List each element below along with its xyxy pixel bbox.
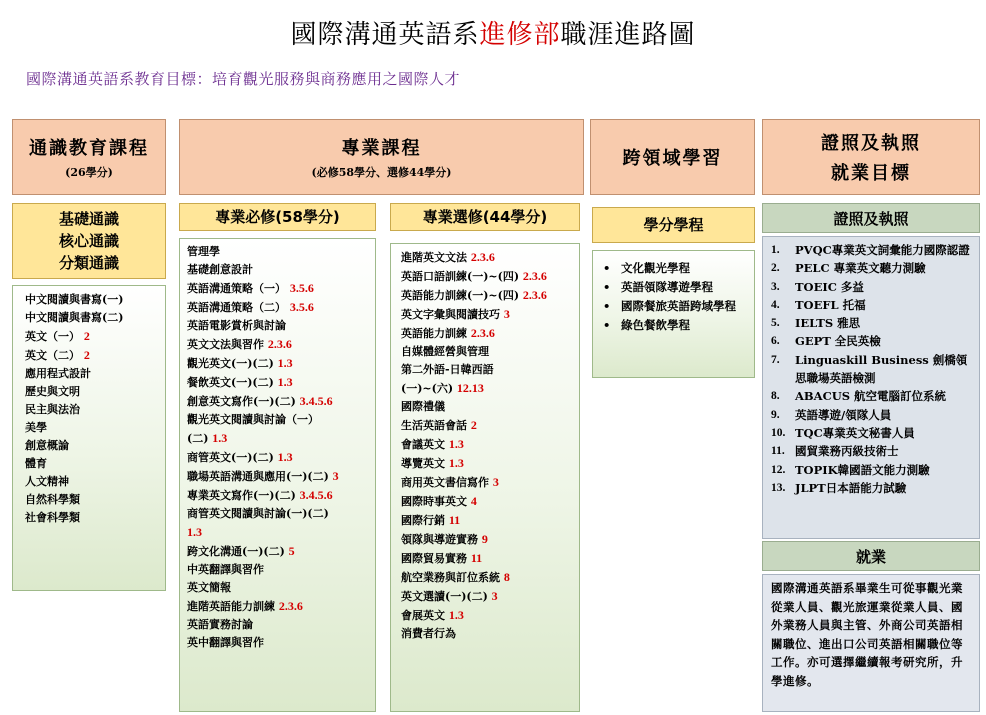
course-name: 管理學 xyxy=(187,245,220,258)
course-name: 中英翻譯與習作 xyxy=(187,563,264,576)
course-semester: 1.3 xyxy=(277,356,293,370)
required-course-22 xyxy=(187,634,375,652)
credit-program-item xyxy=(603,259,750,278)
course-semester: 2.3.6 xyxy=(470,326,495,340)
general-education-categories xyxy=(12,203,166,279)
course-name: 英文（二） xyxy=(25,349,80,362)
certificate-label: 國貿業務丙級技術士 xyxy=(795,444,899,459)
certificate-list xyxy=(762,236,980,539)
certificate-item xyxy=(771,424,973,442)
required-course-4 xyxy=(187,298,375,317)
certificate-item xyxy=(771,479,973,497)
course-name: 跨文化溝通(一)(二) xyxy=(187,545,285,558)
course-semester: 3.4.5.6 xyxy=(299,394,333,408)
required-course-16 xyxy=(187,523,375,542)
general-education-header xyxy=(12,119,166,195)
course-name: 航空業務與訂位系統 xyxy=(401,571,500,584)
certificate-item xyxy=(771,241,973,259)
certificate-label: TQC專業英文秘書人員 xyxy=(795,425,915,440)
course-name: 商管英文閱讀與討論(一)(二) xyxy=(187,507,329,520)
bullet-icon: • xyxy=(603,318,611,332)
required-course-2 xyxy=(187,261,375,279)
elective-course-9 xyxy=(401,398,579,416)
course-semester: 1.3 xyxy=(448,608,464,622)
general-course-12 xyxy=(25,491,165,509)
general-course-4 xyxy=(25,346,165,365)
general-course-10 xyxy=(25,455,165,473)
elective-course-17 xyxy=(401,549,579,568)
course-semester: 2.3.6 xyxy=(522,269,547,283)
cert-career-title-line2: 就業目標 xyxy=(831,163,911,184)
course-name: 英語溝通策略（一） xyxy=(187,282,286,295)
required-course-12 xyxy=(187,448,375,467)
title-suffix: 職涯進路圖 xyxy=(560,20,696,50)
category-basic: 基礎通識 xyxy=(58,210,119,228)
certificate-item xyxy=(771,442,973,460)
course-name: 會展英文 xyxy=(401,609,445,622)
certificate-number: 11. xyxy=(771,445,785,458)
required-course-21 xyxy=(187,616,375,634)
cross-domain-header xyxy=(590,119,755,195)
general-course-13 xyxy=(25,509,165,527)
certificate-item xyxy=(771,259,973,277)
course-name: 社會科學類 xyxy=(25,511,80,524)
general-education-credits: (26學分) xyxy=(65,166,113,179)
certificate-label: TOPIK韓國語文能力測驗 xyxy=(795,462,930,477)
certificate-item xyxy=(771,314,973,332)
certificate-label: GEPT 全民英檢 xyxy=(795,334,881,349)
certificate-number: 5. xyxy=(771,317,780,330)
course-name: 第二外語-日韓西語 xyxy=(401,363,494,376)
general-course-1 xyxy=(25,291,165,309)
elective-course-10 xyxy=(401,416,579,435)
course-name: 職場英語溝通與應用(一)(二) xyxy=(187,470,329,483)
required-course-19 xyxy=(187,579,375,597)
certificate-number: 13. xyxy=(771,481,786,494)
course-semester: 11 xyxy=(470,551,483,565)
elective-course-18 xyxy=(401,568,579,587)
course-semester: 3.4.5.6 xyxy=(299,488,333,502)
certificate-item xyxy=(771,406,973,424)
course-name: 進階英文文法 xyxy=(401,251,467,264)
certificate-item xyxy=(771,296,973,314)
cert-career-title-line1: 證照及執照 xyxy=(821,133,921,154)
credit-program-label: 綠色餐飲學程 xyxy=(621,318,690,332)
elective-course-11 xyxy=(401,435,579,454)
required-course-5 xyxy=(187,317,375,335)
elective-course-7 xyxy=(401,361,579,379)
course-semester: 12.13 xyxy=(456,381,484,395)
course-name: 基礎創意設計 xyxy=(187,263,253,276)
major-courses-title: 專業課程 xyxy=(341,138,422,159)
page-title xyxy=(0,14,986,51)
course-name: 英語溝通策略（二） xyxy=(187,301,286,314)
elective-course-3 xyxy=(401,286,579,305)
course-semester: 1.3 xyxy=(448,456,464,470)
elective-course-4 xyxy=(401,305,579,324)
cert-career-header xyxy=(762,119,980,195)
course-semester: 1.3 xyxy=(212,431,228,445)
required-course-13 xyxy=(187,467,375,486)
course-name: 英語能力訓練(一)~(四) xyxy=(401,289,520,302)
credit-program-list xyxy=(592,250,755,378)
career-header: 就業 xyxy=(762,541,980,571)
required-course-9 xyxy=(187,392,375,411)
course-name: 英文簡報 xyxy=(187,581,231,594)
course-semester: 8 xyxy=(503,570,510,584)
career-description: 國際溝通英語系畢業生可從事觀光業從業人員、觀光旅運業從業人員、國外業務人員與主管、外商公司英語相關職位、進出口公司英語相關職位等工作。亦可選擇繼續報考研究所，升學進修。 xyxy=(771,581,963,688)
course-semester: 4 xyxy=(470,494,477,508)
bullet-icon: • xyxy=(603,299,611,313)
certificate-number: 2. xyxy=(771,262,780,275)
category-classified: 分類通識 xyxy=(58,254,119,272)
certificate-number: 7. xyxy=(771,353,780,366)
course-name: 進階英語能力訓練 xyxy=(187,600,275,613)
major-courses-credits: (必修58學分、選修44學分) xyxy=(311,166,452,179)
career-description-box xyxy=(762,574,980,712)
course-name: 自然科學類 xyxy=(25,493,80,506)
credit-program-item xyxy=(603,278,750,297)
certificate-number: 6. xyxy=(771,335,780,348)
course-name: 英語能力訓練 xyxy=(401,327,467,340)
course-name: 民主與法治 xyxy=(25,403,80,416)
general-course-9 xyxy=(25,437,165,455)
required-header: 專業必修(58學分) xyxy=(179,203,376,231)
course-semester: 1.3 xyxy=(277,450,293,464)
course-semester: 2.3.6 xyxy=(522,288,547,302)
course-semester: 3 xyxy=(492,475,499,489)
course-name: 創意概論 xyxy=(25,439,69,452)
bullet-icon: • xyxy=(603,280,611,294)
required-course-list xyxy=(179,238,376,712)
credit-program-header: 學分學程 xyxy=(592,207,755,243)
elective-course-12 xyxy=(401,454,579,473)
certificate-label: ABACUS 航空電腦訂位系統 xyxy=(795,389,947,404)
certificate-number: 12. xyxy=(771,463,786,476)
elective-course-1 xyxy=(401,248,579,267)
certificate-number: 1. xyxy=(771,244,780,256)
course-name: 國際行銷 xyxy=(401,514,445,527)
certificate-number: 3. xyxy=(771,280,780,293)
course-name: (二) xyxy=(187,432,209,445)
elective-course-19 xyxy=(401,587,579,606)
certificate-number: 10. xyxy=(771,426,786,439)
course-semester: 3 xyxy=(491,589,498,603)
course-semester: 3.5.6 xyxy=(289,281,314,295)
required-course-7 xyxy=(187,354,375,373)
course-name: 英中翻譯與習作 xyxy=(187,636,264,649)
required-course-10 xyxy=(187,411,375,429)
general-course-2 xyxy=(25,309,165,327)
course-name: 生活英語會話 xyxy=(401,419,467,432)
elective-course-16 xyxy=(401,530,579,549)
course-semester: 2 xyxy=(470,418,477,432)
elective-course-2 xyxy=(401,267,579,286)
certificate-label: TOEFL 托福 xyxy=(795,297,866,312)
course-name: 英文字彙與閱讀技巧 xyxy=(401,308,500,321)
course-name: 人文精神 xyxy=(25,475,69,488)
course-name: 英文文法與習作 xyxy=(187,338,264,351)
course-semester: 9 xyxy=(481,532,488,546)
elective-course-8 xyxy=(401,379,579,398)
elective-course-15 xyxy=(401,511,579,530)
title-highlight: 進修部 xyxy=(479,20,561,50)
certificate-label: TOEIC 多益 xyxy=(795,279,864,294)
elective-course-20 xyxy=(401,606,579,625)
course-name: 英語實務討論 xyxy=(187,618,253,631)
certificate-number: 8. xyxy=(771,390,780,403)
course-semester: 3.5.6 xyxy=(289,300,314,314)
certificate-label: JLPT日本語能力試驗 xyxy=(795,480,907,495)
course-name: 英語電影賞析與討論 xyxy=(187,319,286,332)
elective-course-6 xyxy=(401,343,579,361)
required-course-17 xyxy=(187,542,375,561)
course-name: 觀光英文(一)(二) xyxy=(187,357,274,370)
course-semester: 2.3.6 xyxy=(278,599,303,613)
course-name: 中文閱讀與書寫(二) xyxy=(25,311,124,324)
course-name: 會議英文 xyxy=(401,438,445,451)
certificate-number: 9. xyxy=(771,408,780,421)
course-name: 英文（一） xyxy=(25,330,80,343)
general-course-list xyxy=(12,285,166,591)
required-course-8 xyxy=(187,373,375,392)
credit-program-item xyxy=(603,316,750,335)
course-name: 體育 xyxy=(25,457,47,470)
major-courses-header xyxy=(179,119,584,195)
course-semester: 3 xyxy=(332,469,339,483)
credit-program-item xyxy=(603,297,750,316)
course-name: 國際貿易實務 xyxy=(401,552,467,565)
certificate-item xyxy=(771,332,973,350)
elective-course-13 xyxy=(401,473,579,492)
course-name: 國際時事英文 xyxy=(401,495,467,508)
required-course-18 xyxy=(187,561,375,579)
certificate-label: Linguaskill Business 劍橋領思職場英語檢測 xyxy=(795,352,968,386)
general-education-title: 通識教育課程 xyxy=(29,138,149,159)
course-name: 創意英文寫作(一)(二) xyxy=(187,395,296,408)
course-semester: 2.3.6 xyxy=(470,250,495,264)
course-semester: 5 xyxy=(288,544,295,558)
general-course-6 xyxy=(25,383,165,401)
course-name: 英語口語訓練(一)~(四) xyxy=(401,270,520,283)
course-semester: 1.3 xyxy=(277,375,293,389)
course-name: 國際禮儀 xyxy=(401,400,445,413)
course-name: 應用程式設計 xyxy=(25,367,91,380)
course-name: 自媒體經營與管理 xyxy=(401,345,489,358)
title-prefix: 國際溝通英語系 xyxy=(290,20,480,50)
general-course-11 xyxy=(25,473,165,491)
required-course-1 xyxy=(187,243,375,261)
required-course-20 xyxy=(187,597,375,616)
required-course-15 xyxy=(187,505,375,523)
elective-header: 專業選修(44學分) xyxy=(390,203,580,231)
course-semester: 2.3.6 xyxy=(267,337,292,351)
credit-program-label: 文化觀光學程 xyxy=(621,261,690,275)
certificate-item xyxy=(771,461,973,479)
course-name: 商用英文書信寫作 xyxy=(401,476,489,489)
course-name: 導覽英文 xyxy=(401,457,445,470)
certificate-header: 證照及執照 xyxy=(762,203,980,233)
required-course-6 xyxy=(187,335,375,354)
credit-program-label: 英語領隊導遊學程 xyxy=(621,280,713,294)
elective-course-14 xyxy=(401,492,579,511)
course-semester: 3 xyxy=(503,307,510,321)
required-course-3 xyxy=(187,279,375,298)
general-course-7 xyxy=(25,401,165,419)
elective-course-21 xyxy=(401,625,579,643)
course-semester: 2 xyxy=(83,329,90,343)
certificate-label: PVQC專業英文詞彙能力國際認證 xyxy=(795,243,970,257)
elective-course-5 xyxy=(401,324,579,343)
course-semester: 1.3 xyxy=(187,525,202,539)
certificate-item xyxy=(771,387,973,405)
category-core: 核心通識 xyxy=(58,232,119,250)
certificate-item xyxy=(771,278,973,296)
course-name: 商管英文(一)(二) xyxy=(187,451,274,464)
general-course-8 xyxy=(25,419,165,437)
certificate-number: 4. xyxy=(771,298,780,311)
course-name: 英文選讀(一)(二) xyxy=(401,590,488,603)
course-name: 專業英文寫作(一)(二) xyxy=(187,489,296,502)
course-semester: 2 xyxy=(83,348,90,362)
course-name: 美學 xyxy=(25,421,47,434)
certificate-label: IELTS 雅思 xyxy=(795,316,861,331)
course-name: (一)~(六) xyxy=(401,382,454,395)
course-name: 領隊與導遊實務 xyxy=(401,533,478,546)
general-course-3 xyxy=(25,327,165,346)
course-name: 中文閱讀與書寫(一) xyxy=(25,293,124,306)
course-name: 歷史與文明 xyxy=(25,385,80,398)
credit-program-label: 國際餐旅英語跨域學程 xyxy=(621,299,736,313)
general-course-5 xyxy=(25,365,165,383)
certificate-label: 英語導遊/領隊人員 xyxy=(795,407,892,422)
certificate-label: PELC 專業英文聽力測驗 xyxy=(795,261,926,276)
course-name: 觀光英文閱讀與討論（一） xyxy=(187,413,319,426)
certificate-item xyxy=(771,351,973,388)
course-name: 餐飲英文(一)(二) xyxy=(187,376,274,389)
required-course-11 xyxy=(187,429,375,448)
education-goal: 國際溝通英語系教育目標：培育觀光服務與商務應用之國際人才 xyxy=(26,70,461,88)
required-course-14 xyxy=(187,486,375,505)
bullet-icon: • xyxy=(603,261,611,275)
course-semester: 1.3 xyxy=(448,437,464,451)
cross-domain-title: 跨領域學習 xyxy=(622,148,723,169)
elective-course-list xyxy=(390,243,580,712)
course-semester: 11 xyxy=(448,513,461,527)
course-name: 消費者行為 xyxy=(401,627,456,640)
